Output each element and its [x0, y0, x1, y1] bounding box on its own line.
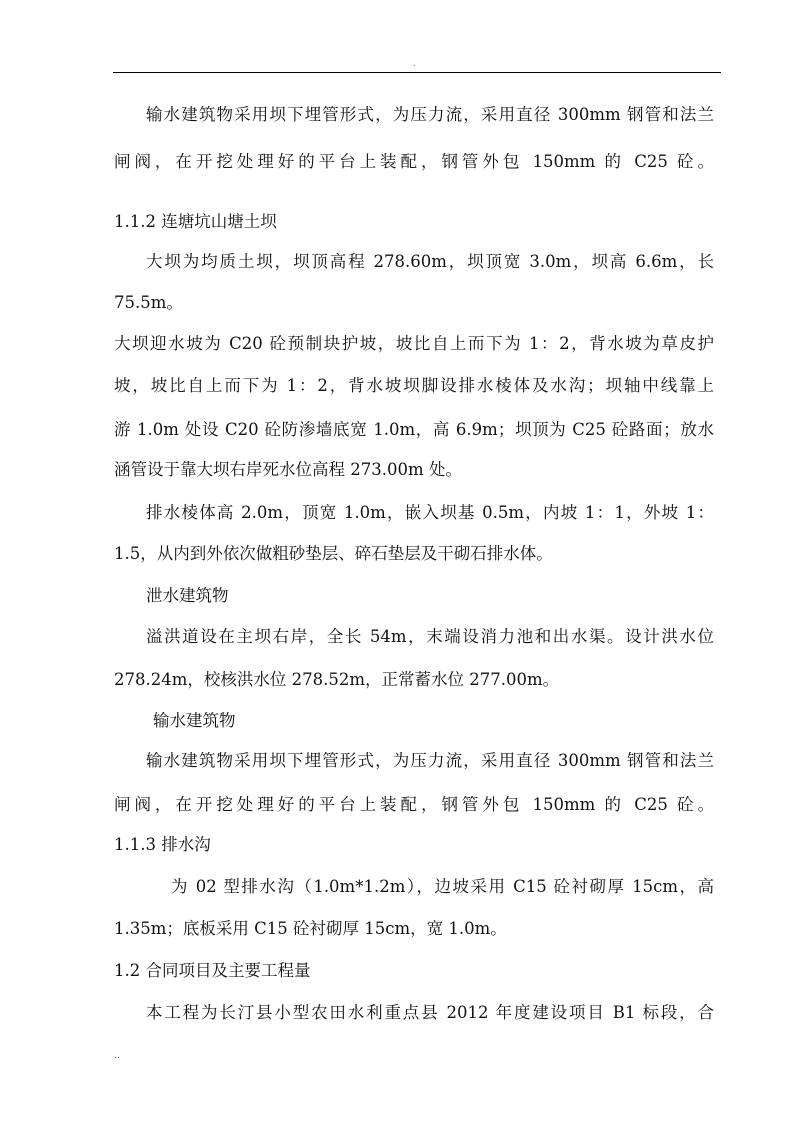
para-dam-line-1: 大坝为均质土坝，坝顶高程 278.60m，坝顶宽 3.0m，坝高 6.6m，长 — [146, 252, 714, 271]
para-ditch-line-1: 为 02 型排水沟（1.0m*1.2m），边坡采用 C15 砼衬砌厚 15cm，高 — [171, 877, 714, 896]
para-drain-body-line-2: 1.5，从内到外依次做粗砂垫层、碎石垫层及干砌石排水体。 — [114, 544, 553, 563]
header-rule — [113, 72, 721, 73]
para-spillway-line-2: 278.24m，校核洪水位 278.52m，正常蓄水位 277.00m。 — [114, 670, 560, 689]
para-outlet2-line-2: 闸阀，在开挖处理好的平台上装配，钢管外包 150mm 的 C25 砼。 — [114, 795, 714, 814]
footer-mark: .. — [114, 1051, 120, 1061]
para-outlet-line-2: 闸阀，在开挖处理好的平台上装配，钢管外包 150mm 的 C25 砼。 — [114, 152, 714, 171]
heading-spillway: 泄水建筑物 — [146, 586, 229, 605]
para-drain-body-line-1: 排水棱体高 2.0m，顶宽 1.0m，嵌入坝基 0.5m，内坡 1：1，外坡 1： — [146, 503, 714, 522]
para-contract-line-1: 本工程为长汀县小型农田水利重点县 2012 年度建设项目 B1 标段，合 — [146, 1003, 714, 1022]
heading-1-1-2: 1.1.2 连塘坑山塘土坝 — [114, 212, 277, 231]
para-dam-line-2: 75.5m。 — [114, 293, 183, 312]
para-ditch-line-2: 1.35m；底板采用 C15 砼衬砌厚 15cm，宽 1.0m。 — [114, 919, 507, 938]
para-outlet2-line-1: 输水建筑物采用坝下埋管形式，为压力流，采用直径 300mm 钢管和法兰 — [146, 751, 714, 770]
header-mark: . — [413, 59, 416, 68]
para-slope-line-2: 坡，坡比自上而下为 1：2，背水坡坝脚设排水棱体及水沟；坝轴中线靠上 — [114, 376, 714, 395]
para-slope-line-4: 涵管设于靠大坝右岸死水位高程 273.00m 处。 — [114, 460, 462, 479]
para-slope-line-3: 游 1.0m 处设 C20 砼防渗墙底宽 1.0m，高 6.9m；坝顶为 C25 砼路面；放水 — [114, 420, 714, 439]
heading-1-2: 1.2 合同项目及主要工程量 — [114, 961, 311, 980]
para-outlet-line-1: 输水建筑物采用坝下埋管形式，为压力流，采用直径 300mm 钢管和法兰 — [146, 105, 714, 124]
para-slope-line-1: 大坝迎水坡为 C20 砼预制块护坡，坡比自上而下为 1：2，背水坡为草皮护 — [114, 334, 714, 353]
para-spillway-line-1: 溢洪道设在主坝右岸，全长 54m，末端设消力池和出水渠。设计洪水位 — [146, 627, 714, 646]
heading-1-1-3: 1.1.3 排水沟 — [114, 835, 211, 854]
heading-outlet: 输水建筑物 — [153, 711, 236, 730]
